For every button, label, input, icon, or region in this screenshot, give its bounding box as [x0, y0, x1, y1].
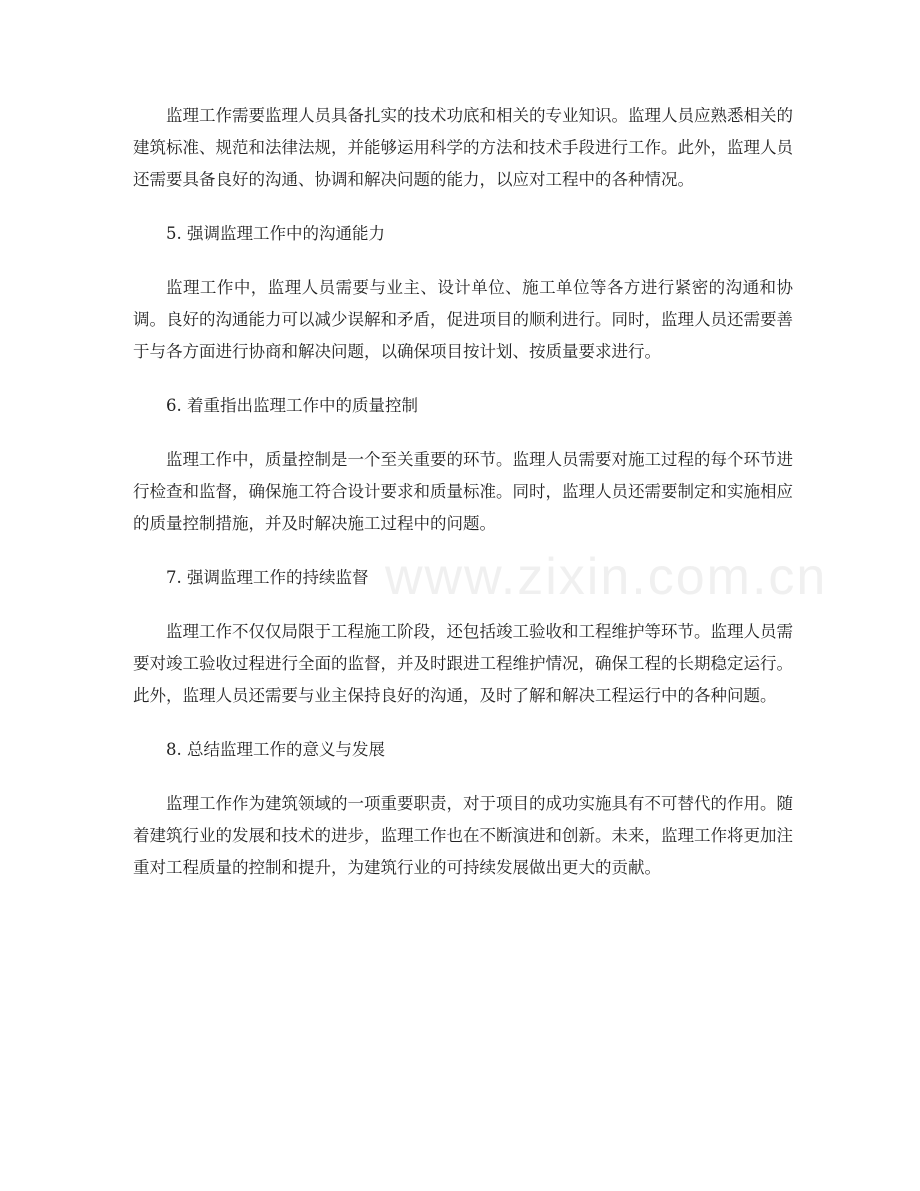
paragraph-section-5: 监理工作中，监理人员需要与业主、设计单位、施工单位等各方进行紧密的沟通和协调。良好的沟通能力可以减少误解和矛盾，促进项目的顺利进行。同时，监理人员还需要善于与各方面进行协商和解决问题，以确保项目按计划、按质量要求进行。 [133, 278, 793, 361]
watermark-text: www.zixin.com.cn [385, 548, 828, 606]
section-heading-6: 6. 着重指出监理工作中的质量控制 [166, 396, 418, 415]
paragraph-intro: 监理工作需要监理人员具备扎实的技术功底和相关的专业知识。监理人员应熟悉相关的建筑标准、规范和法律法规，并能够运用科学的方法和技术手段进行工作。此外，监理人员还需要具备良好的沟通、协调和解决问题的能力，以应对工程中的各种情况。 [133, 106, 793, 189]
paragraph-section-6: 监理工作中，质量控制是一个至关重要的环节。监理人员需要对施工过程的每个环节进行检查和监督，确保施工符合设计要求和质量标准。同时，监理人员还需要制定和实施相应的质量控制措施，并及时解决施工过程中的问题。 [133, 450, 793, 533]
paragraph-section-7: 监理工作不仅仅局限于工程施工阶段，还包括竣工验收和工程维护等环节。监理人员需要对竣工验收过程进行全面的监督，并及时跟进工程维护情况，确保工程的长期稳定运行。此外，监理人员还需要与业主保持良好的沟通，及时了解和解决工程运行中的各种问题。 [133, 622, 793, 705]
section-heading-8: 8. 总结监理工作的意义与发展 [166, 740, 385, 759]
section-heading-7: 7. 强调监理工作的持续监督 [166, 568, 369, 587]
paragraph-section-8: 监理工作作为建筑领域的一项重要职责，对于项目的成功实施具有不可替代的作用。随着建筑行业的发展和技术的进步，监理工作也在不断演进和创新。未来，监理工作将更加注重对工程质量的控制和提升，为建筑行业的可持续发展做出更大的贡献。 [133, 794, 793, 877]
section-heading-5: 5. 强调监理工作中的沟通能力 [166, 224, 385, 243]
document-body [133, 100, 793, 906]
